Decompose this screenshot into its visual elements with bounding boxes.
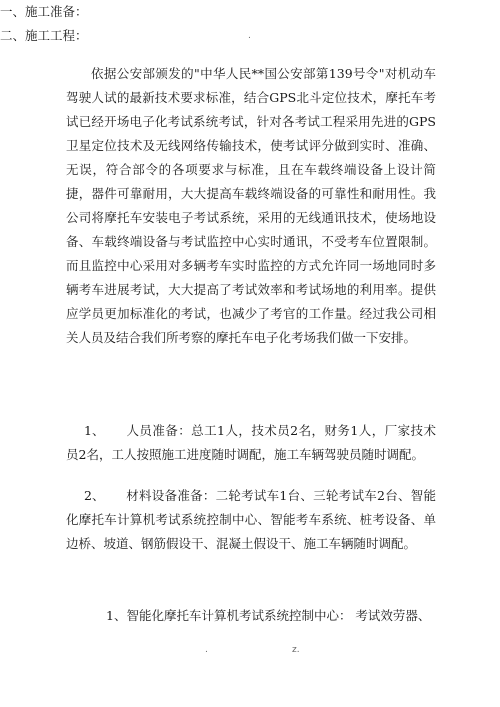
list-item-number: 1、 <box>84 423 105 438</box>
list-item-text: 材料设备准备：二轮考试车1台、三轮考试车2台、智能化摩托车计算机考试系统控制中心、智能考车系统、桩考设备、单边桥、坡道、钢筋假设干、混凝土假设干、施工车辆随时调配。 <box>66 488 436 551</box>
footer-dot-left: . <box>205 645 208 655</box>
list-item-number: 2、 <box>84 488 105 503</box>
section-heading-engineering: 二、施工工程： <box>0 28 88 43</box>
list-item-personnel <box>66 419 436 467</box>
list-item-control-center: 1、智能化摩托车计算机考试系统控制中心： 考试效劳器、 <box>106 608 431 623</box>
footer-mark-right: z. <box>292 645 300 655</box>
section-heading-preparation: 一、施工准备： <box>0 4 88 19</box>
intro-paragraph: 依据公安部颁发的"中华人民**国公安部第139号令"对机动车驾驶人试的最新技术要求标准，结合GPS北斗定位技术，摩托车考试已经开场电子化考试系统考试，针对各考试工程采用先进的GPS卫星定位技术及无线网络传输技术，使考试评分做到实时、准确、无误，符合部令的各项要求与标准，且在车载终端设备上设计简捷，器件可靠耐用，大大提高车载终端设备的可靠性和耐用性。我公司将摩托车安装电子考试系统，采用的无线通讯技术，使场地设备、车载终端设备与考试监控中心实时通讯，不受考车位置限制。而且监控中心采用对多辆考车实时监控的方式允许同一场地同时多辆考车进展考试，大大提高了考试效率和考试场地的利用率。提供应学员更加标准化的考试，也减少了考官的工作量。经过我公司相关人员及结合我们所考察的摩托车电子化考场我们做一下安排。 <box>66 66 436 345</box>
list-item-materials <box>66 484 436 556</box>
list-item-text: 人员准备：总工1人，技术员2名，财务1人，厂家技术员2名，工人按照施工进度随时调配，施工车辆驾驶员随时调配。 <box>66 423 436 462</box>
top-dot-mark: . <box>248 31 251 41</box>
